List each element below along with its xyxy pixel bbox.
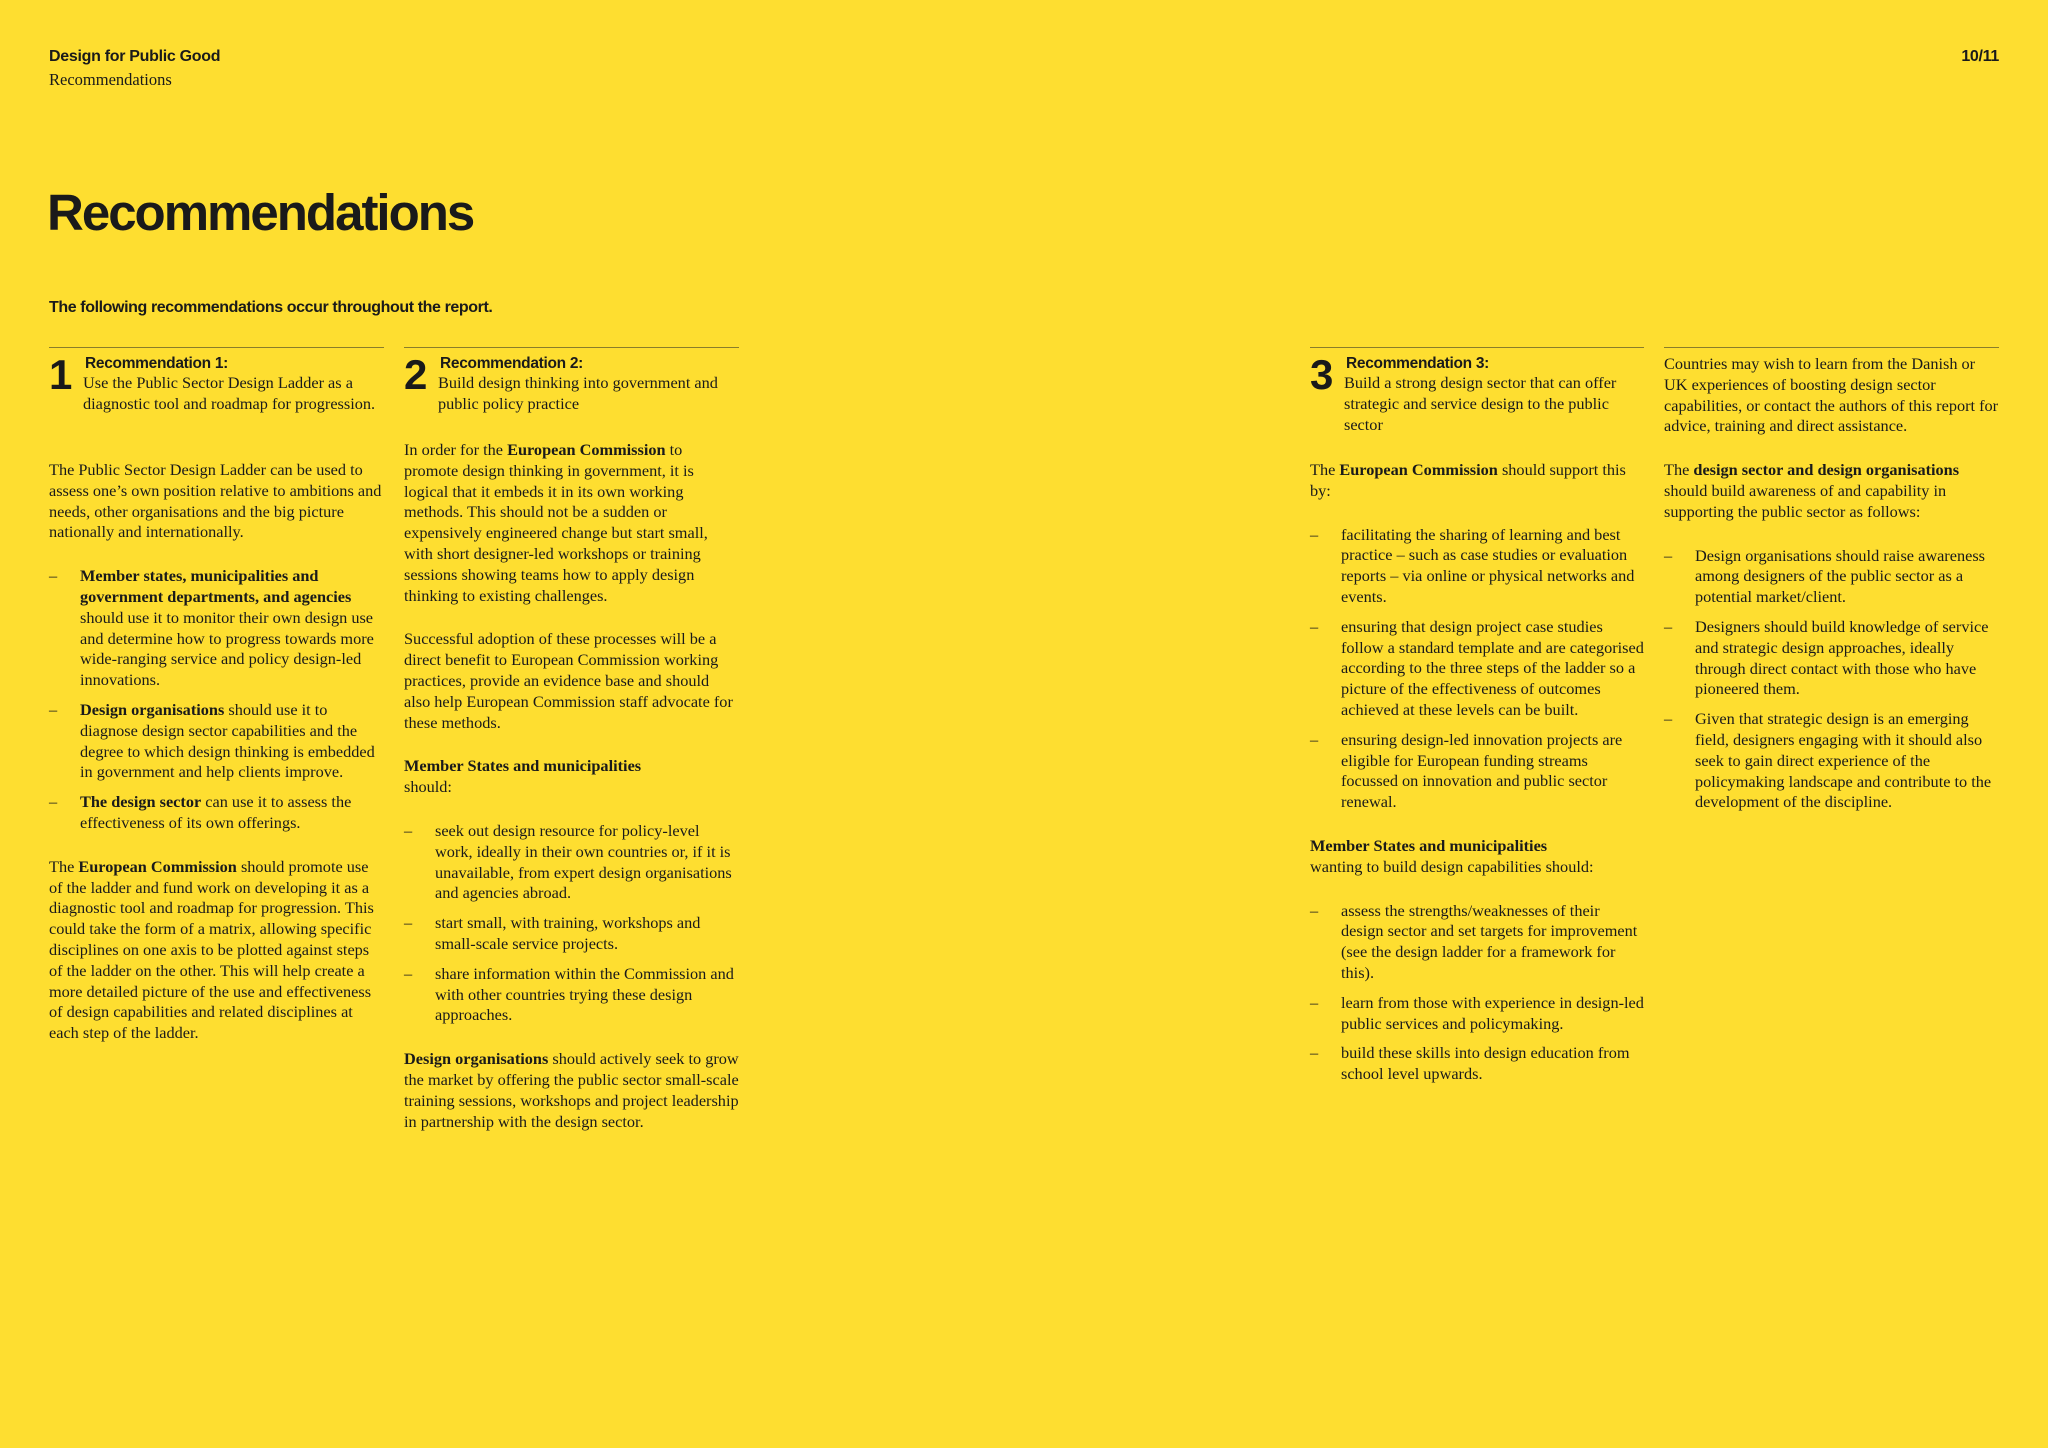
bullet-list: [1664, 546, 1999, 814]
list-item: – Designers should build knowledge of service and strategic design approaches, ideally through direct contact with those who have pioneered them.: [1664, 617, 1999, 700]
recommendation-3-column: [1310, 347, 1644, 1108]
recommendation-1-column: [49, 347, 384, 1067]
recommendation-3-heading: [1310, 351, 1644, 437]
list-item: – Given that strategic design is an emerging field, designers engaging with it should also seek to gain direct experience of the policymaking landscape and contribute to the development of the discipline.: [1664, 709, 1999, 813]
list-item: – Design organisations should use it to diagnose design sector capabilities and the degree to which design thinking is embedded in government and help clients improve.: [49, 700, 384, 783]
bullet-list: [1310, 525, 1644, 813]
running-title: Design for Public Good: [49, 48, 221, 65]
recommendation-number: 3: [1310, 351, 1333, 398]
bullet-list: [1310, 901, 1644, 1085]
paragraph: The design sector and design organisations should build awareness of and capability in supporting the public sector as follows:: [1664, 460, 1960, 521]
list-item: – assess the strengths/weaknesses of their design sector and set targets for improvement (see the design ladder for a framework for this).: [1310, 901, 1644, 984]
recommendation-label: Recommendation 2:: [440, 355, 584, 372]
page-title: Recommendations: [47, 184, 474, 241]
list-item: – share information within the Commission and with other countries trying these design approaches.: [404, 964, 739, 1026]
paragraph: Countries may wish to learn from the Danish or UK experiences of boosting design sector capabilities, or contact the authors of this report for advice, training and direct assistance.: [1664, 354, 1999, 436]
paragraph: Member States and municipalities wanting to build design capabilities should:: [1310, 835, 1594, 876]
recommendation-number: 2: [404, 351, 427, 398]
bullet-list: [49, 566, 384, 834]
recommendation-2-heading: [404, 351, 739, 417]
paragraph: Member States and municipalities should:: [404, 756, 642, 797]
paragraph: The Public Sector Design Ladder can be used to assess one’s own position relative to ambitions and needs, other organisations and the big picture nationally and internationally.: [49, 460, 382, 542]
recommendation-title: Build design thinking into government and public policy practice: [438, 373, 718, 413]
list-item: – ensuring that design project case studies follow a standard template and are categorised according to the three steps of the ladder so a picture of the effectiveness of outcomes achieved at these levels can be built.: [1310, 617, 1644, 721]
list-item: – Member states, municipalities and government departments, and agencies should use it to monitor their own design use and determine how to progress towards more wide-ranging service and policy design-led innovations.: [49, 566, 384, 691]
recommendation-2-column: [404, 347, 739, 1155]
list-item: – seek out design resource for policy-level work, ideally in their own countries or, if it is unavailable, from expert design organisations and agencies abroad.: [404, 821, 739, 904]
running-section: Recommendations: [49, 70, 172, 89]
paragraph: The European Commission should support this by:: [1310, 460, 1626, 500]
recommendation-1-heading: [49, 351, 384, 437]
page-number: 10/11: [1961, 48, 1999, 65]
bullet-list: [404, 821, 739, 1026]
paragraph: Successful adoption of these processes will be a direct benefit to European Commission working practices, provide an evidence base and should also help European Commission staff advocate for these methods.: [404, 629, 733, 732]
recommendation-title: Build a strong design sector that can offer strategic and service design to the public sector: [1344, 373, 1617, 434]
paragraph: In order for the European Commission to promote design thinking in government, it is logical that it embeds it in its own working methods. This should not be a sudden or expensively engineered change but start small, with short designer-led workshops or training sessions showing teams how to apply design thinking to existing challenges.: [404, 440, 708, 605]
list-item: – learn from those with experience in design-led public services and policymaking.: [1310, 993, 1644, 1035]
list-item: – ensuring design-led innovation projects are eligible for European funding streams focussed on innovation and public sector renewal.: [1310, 730, 1644, 813]
paragraph: Design organisations should actively seek to grow the market by offering the public sector small-scale training sessions, workshops and project leadership in partnership with the design sector.: [404, 1049, 739, 1131]
recommendation-label: Recommendation 3:: [1346, 355, 1490, 372]
intro-text: The following recommendations occur throughout the report.: [49, 299, 493, 316]
list-item: – build these skills into design education from school level upwards.: [1310, 1043, 1644, 1085]
recommendation-number: 1: [49, 351, 72, 398]
list-item: – The design sector can use it to assess the effectiveness of its own offerings.: [49, 792, 384, 834]
recommendation-3-continued-column: [1664, 347, 1999, 836]
list-item: – Design organisations should raise awareness among designers of the public sector as a potential market/client.: [1664, 546, 1999, 608]
list-item: – facilitating the sharing of learning and best practice – such as case studies or evaluation reports – via online or physical networks and events.: [1310, 525, 1644, 608]
recommendation-title: Use the Public Sector Design Ladder as a diagnostic tool and roadmap for progression.: [83, 373, 376, 413]
recommendation-label: Recommendation 1:: [85, 355, 229, 372]
paragraph: The European Commission should promote use of the ladder and fund work on developing it as a diagnostic tool and roadmap for progression. This could take the form of a matrix, allowing specific disciplines on one axis to be plotted against steps of the ladder on the other. This will help create a more detailed picture of the use and effectiveness of design capabilities and related disciplines at each step of the ladder.: [49, 856, 374, 1043]
list-item: – start small, with training, workshops and small-scale service projects.: [404, 913, 739, 955]
